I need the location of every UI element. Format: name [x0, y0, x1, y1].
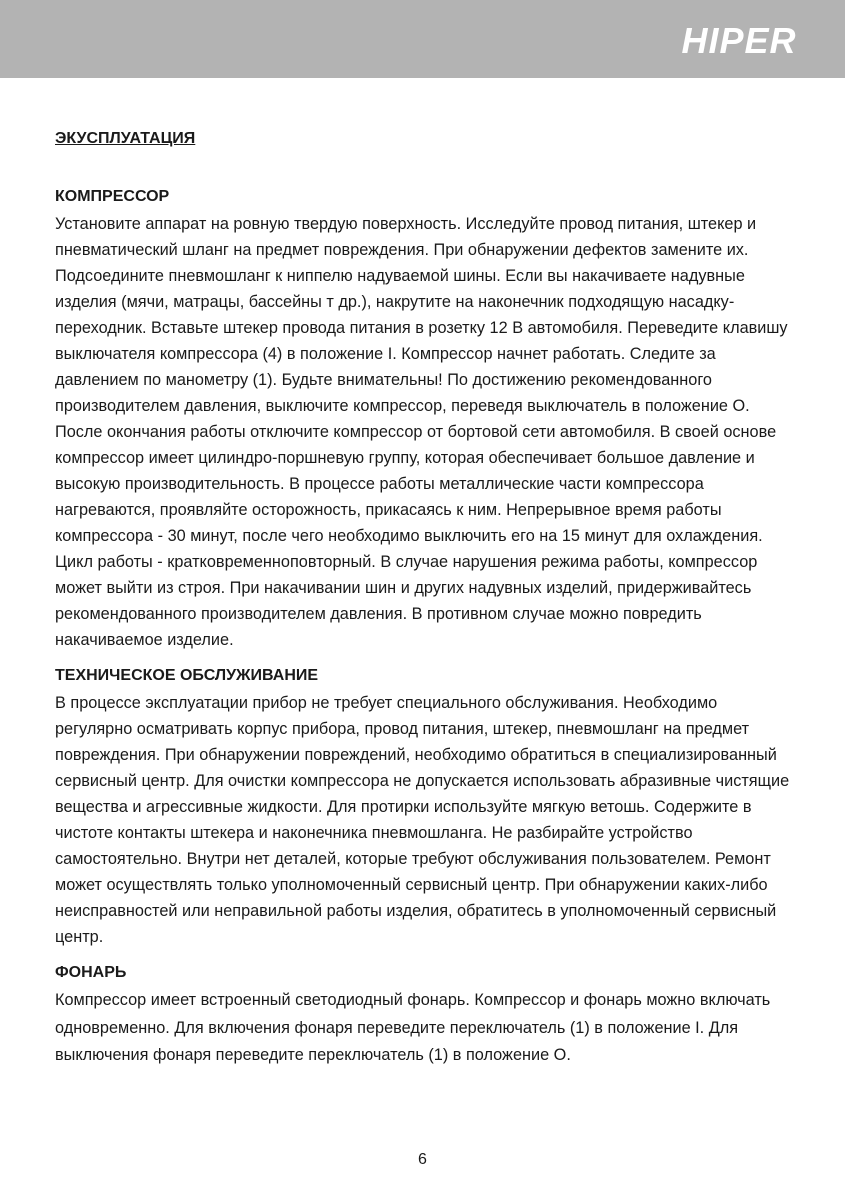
- section-text: Установите аппарат на ровную твердую поверхность. Исследуйте провод питания, штекер и пневматический шланг на предмет повреждения. При обнаружении дефектов замените их. Подсоедините пневмошланг к ниппелю надуваемой шины. Если вы накачиваете надувные изделия (мячи, матрацы, бассейны т др.), накрутите на наконечник подходящую насадку-переходник. Вставьте штекер провода питания в розетку 12 В автомобиля. Переведите клавишу выключателя компрессора (4) в положение I. Компрессор начнет работать. Следите за давлением по манометру (1). Будьте внимательны! По достижению рекомендованного производителем давления, выключите компрессор, переведя выключатель в положение O. После окончания работы отключите компрессор от бортовой сети автомобиля. В своей основе компрессор имеет цилиндро-поршневую группу, которая обеспечивает большое давление и высокую производительность. В процессе работы металлические части компрессора нагреваются, проявляйте осторожность, прикасаясь к ним. Непрерывное время работы компрессора - 30 минут, после чего необходимо выключить его на 15 минут для охлаждения. Цикл работы - кратковременноповторный. В случае нарушения режима работы, компрессор может выйти из строя. При накачивании шин и других надувных изделий, придерживайтесь рекомендованного производителем давления. В противном случае можно повредить накачиваемое изделие.: [55, 215, 788, 649]
- section-text: Компрессор имеет встроенный светодиодный фонарь. Компрессор и фонарь можно включать одновременно. Для включения фонаря переведите переключатель (1) в положение I. Для выключения фонаря переведите переключатель (1) в положение O.: [55, 991, 771, 1064]
- page-number: 6: [418, 1151, 427, 1168]
- section-maintenance: [55, 665, 795, 950]
- page-title: ЭКУСПЛУАТАЦИЯ: [55, 130, 196, 147]
- section-flashlight: [55, 962, 795, 1070]
- section-title: ФОНАРЬ: [55, 964, 127, 981]
- section-text: В процессе эксплуатации прибор не требует специального обслуживания. Необходимо регулярно осматривать корпус прибора, провод питания, штекер, пневмошланг на предмет повреждения. При обнаружении повреждений, необходимо обратиться в специализированный сервисный центр. Для очистки компрессора не допускается использовать абразивные чистящие вещества и агрессивные жидкости. Для протирки используйте мягкую ветошь. Содержите в чистоте контакты штекера и наконечника пневмошланга. Не разбирайте устройство самостоятельно. Внутри нет деталей, которые требуют обслуживания пользователем. Ремонт может осуществлять только уполномоченный сервисный центр. При обнаружении каких-либо неисправностей или неправильной работы изделия, обратитесь в уполномоченный сервисный центр.: [55, 694, 790, 946]
- section-compressor: [55, 186, 795, 653]
- document-content: [55, 128, 795, 1082]
- hiper-logo: [673, 22, 805, 60]
- svg-text:HIPER: HIPER: [681, 22, 797, 60]
- section-title: КОМПРЕССОР: [55, 188, 170, 205]
- section-title: ТЕХНИЧЕСКОЕ ОБСЛУЖИВАНИЕ: [55, 667, 319, 684]
- header-band: [0, 0, 845, 78]
